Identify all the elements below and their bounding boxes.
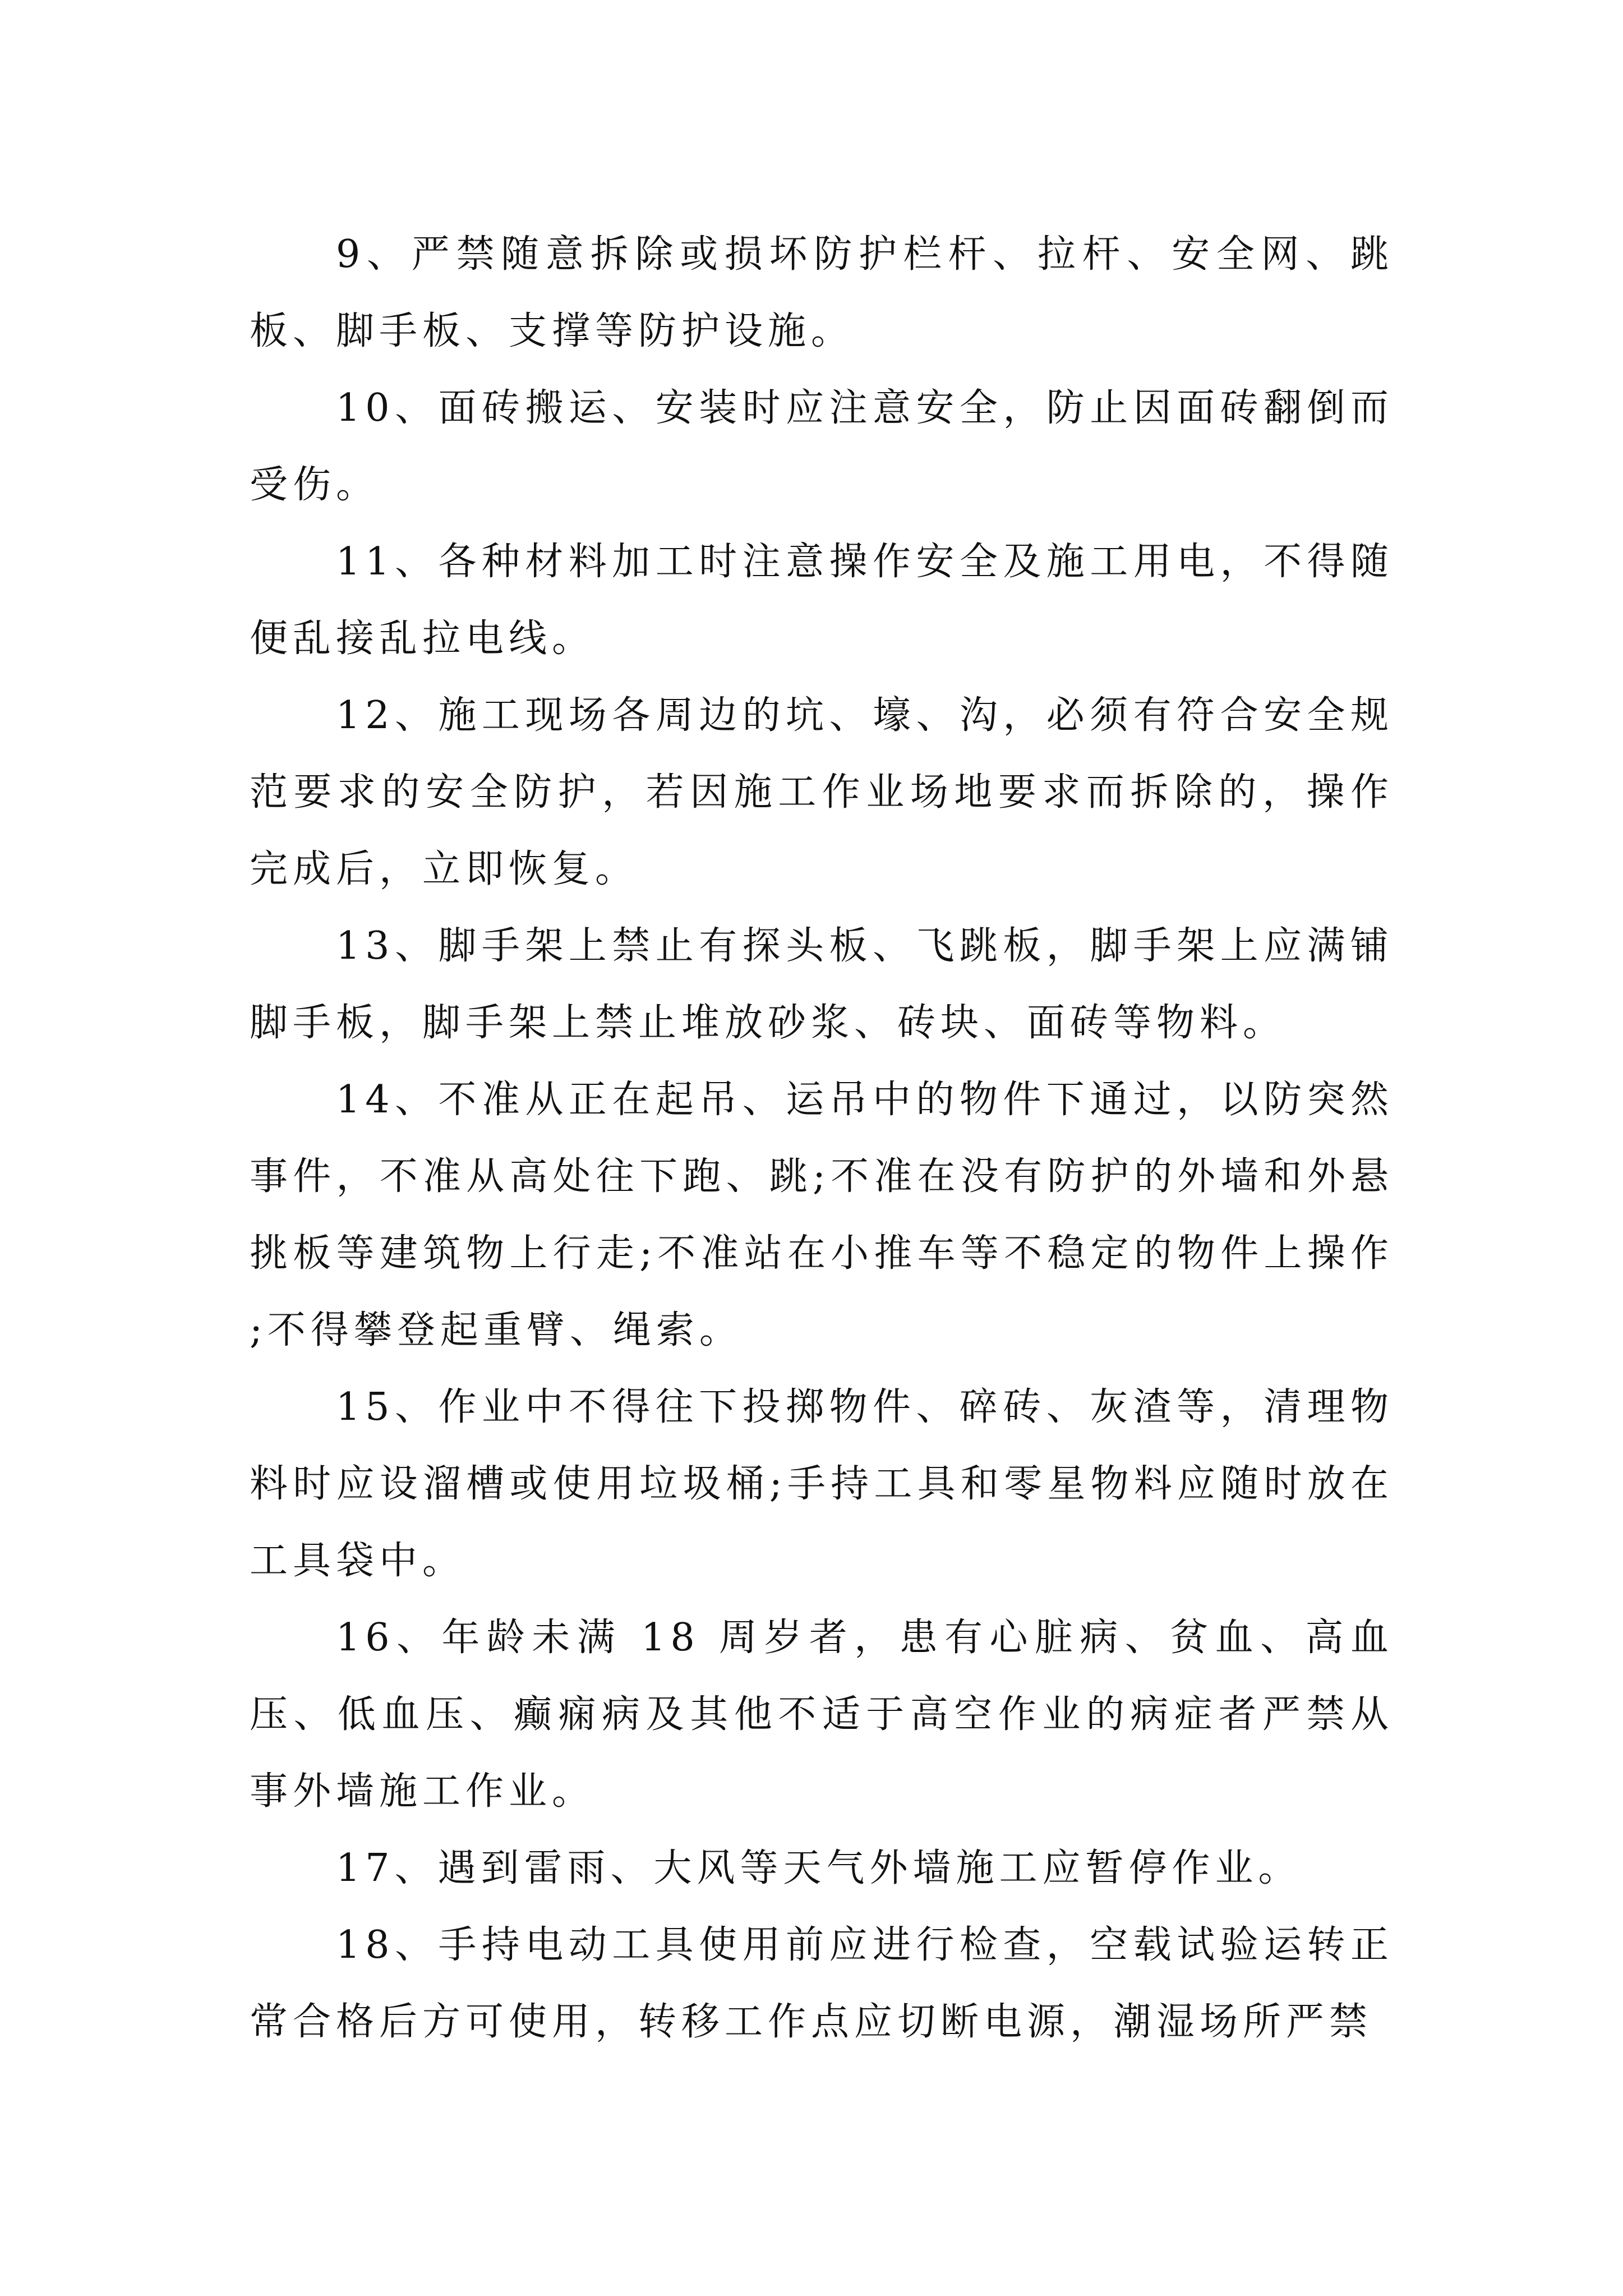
paragraph-item-11: 11、各种材料加工时注意操作安全及施工用电，不得随便乱接乱拉电线。	[250, 540, 1394, 661]
paragraph-item-13: 13、脚手架上禁止有探头板、飞跳板，脚手架上应满铺脚手板，脚手架上禁止堆放砂浆、砖块、面砖等物料。	[250, 924, 1394, 1045]
paragraph-item-17: 17、遇到雷雨、大风等天气外墙施工应暂停作业。	[336, 1846, 1302, 1890]
paragraph-item-15: 15、作业中不得往下投掷物件、碎砖、灰渣等，清理物料时应设溜槽或使用垃圾桶;手持工具和零星物料应随时放在工具袋中。	[250, 1385, 1394, 1583]
paragraph-item-16: 16、年龄未满 18 周岁者，患有心脏病、贫血、高血压、低血压、癫痫病及其他不适于高空作业的病症者严禁从事外墙施工作业。	[250, 1616, 1394, 1814]
paragraph-item-18: 18、手持电动工具使用前应进行检查，空载试验运转正常合格后方可使用，转移工作点应切断电源，潮湿场所严禁	[250, 1923, 1394, 2044]
document-body	[250, 216, 1394, 2060]
paragraph-item-9: 9、严禁随意拆除或损坏防护栏杆、拉杆、安全网、跳板、脚手板、支撑等防护设施。	[250, 232, 1394, 353]
paragraph-item-10: 10、面砖搬运、安装时应注意安全，防止因面砖翻倒而受伤。	[250, 386, 1394, 507]
paragraph-item-14: 14、不准从正在起吊、运吊中的物件下通过，以防突然事件，不准从高处往下跑、跳;不准在没有防护的外墙和外悬挑板等建筑物上行走;不准站在小推车等不稳定的物件上操作;不得攀登起重臂、绳索。	[250, 1078, 1394, 1352]
paragraph-item-12: 12、施工现场各周边的坑、壕、沟，必须有符合安全规范要求的安全防护，若因施工作业场地要求而拆除的，操作完成后，立即恢复。	[250, 693, 1394, 891]
